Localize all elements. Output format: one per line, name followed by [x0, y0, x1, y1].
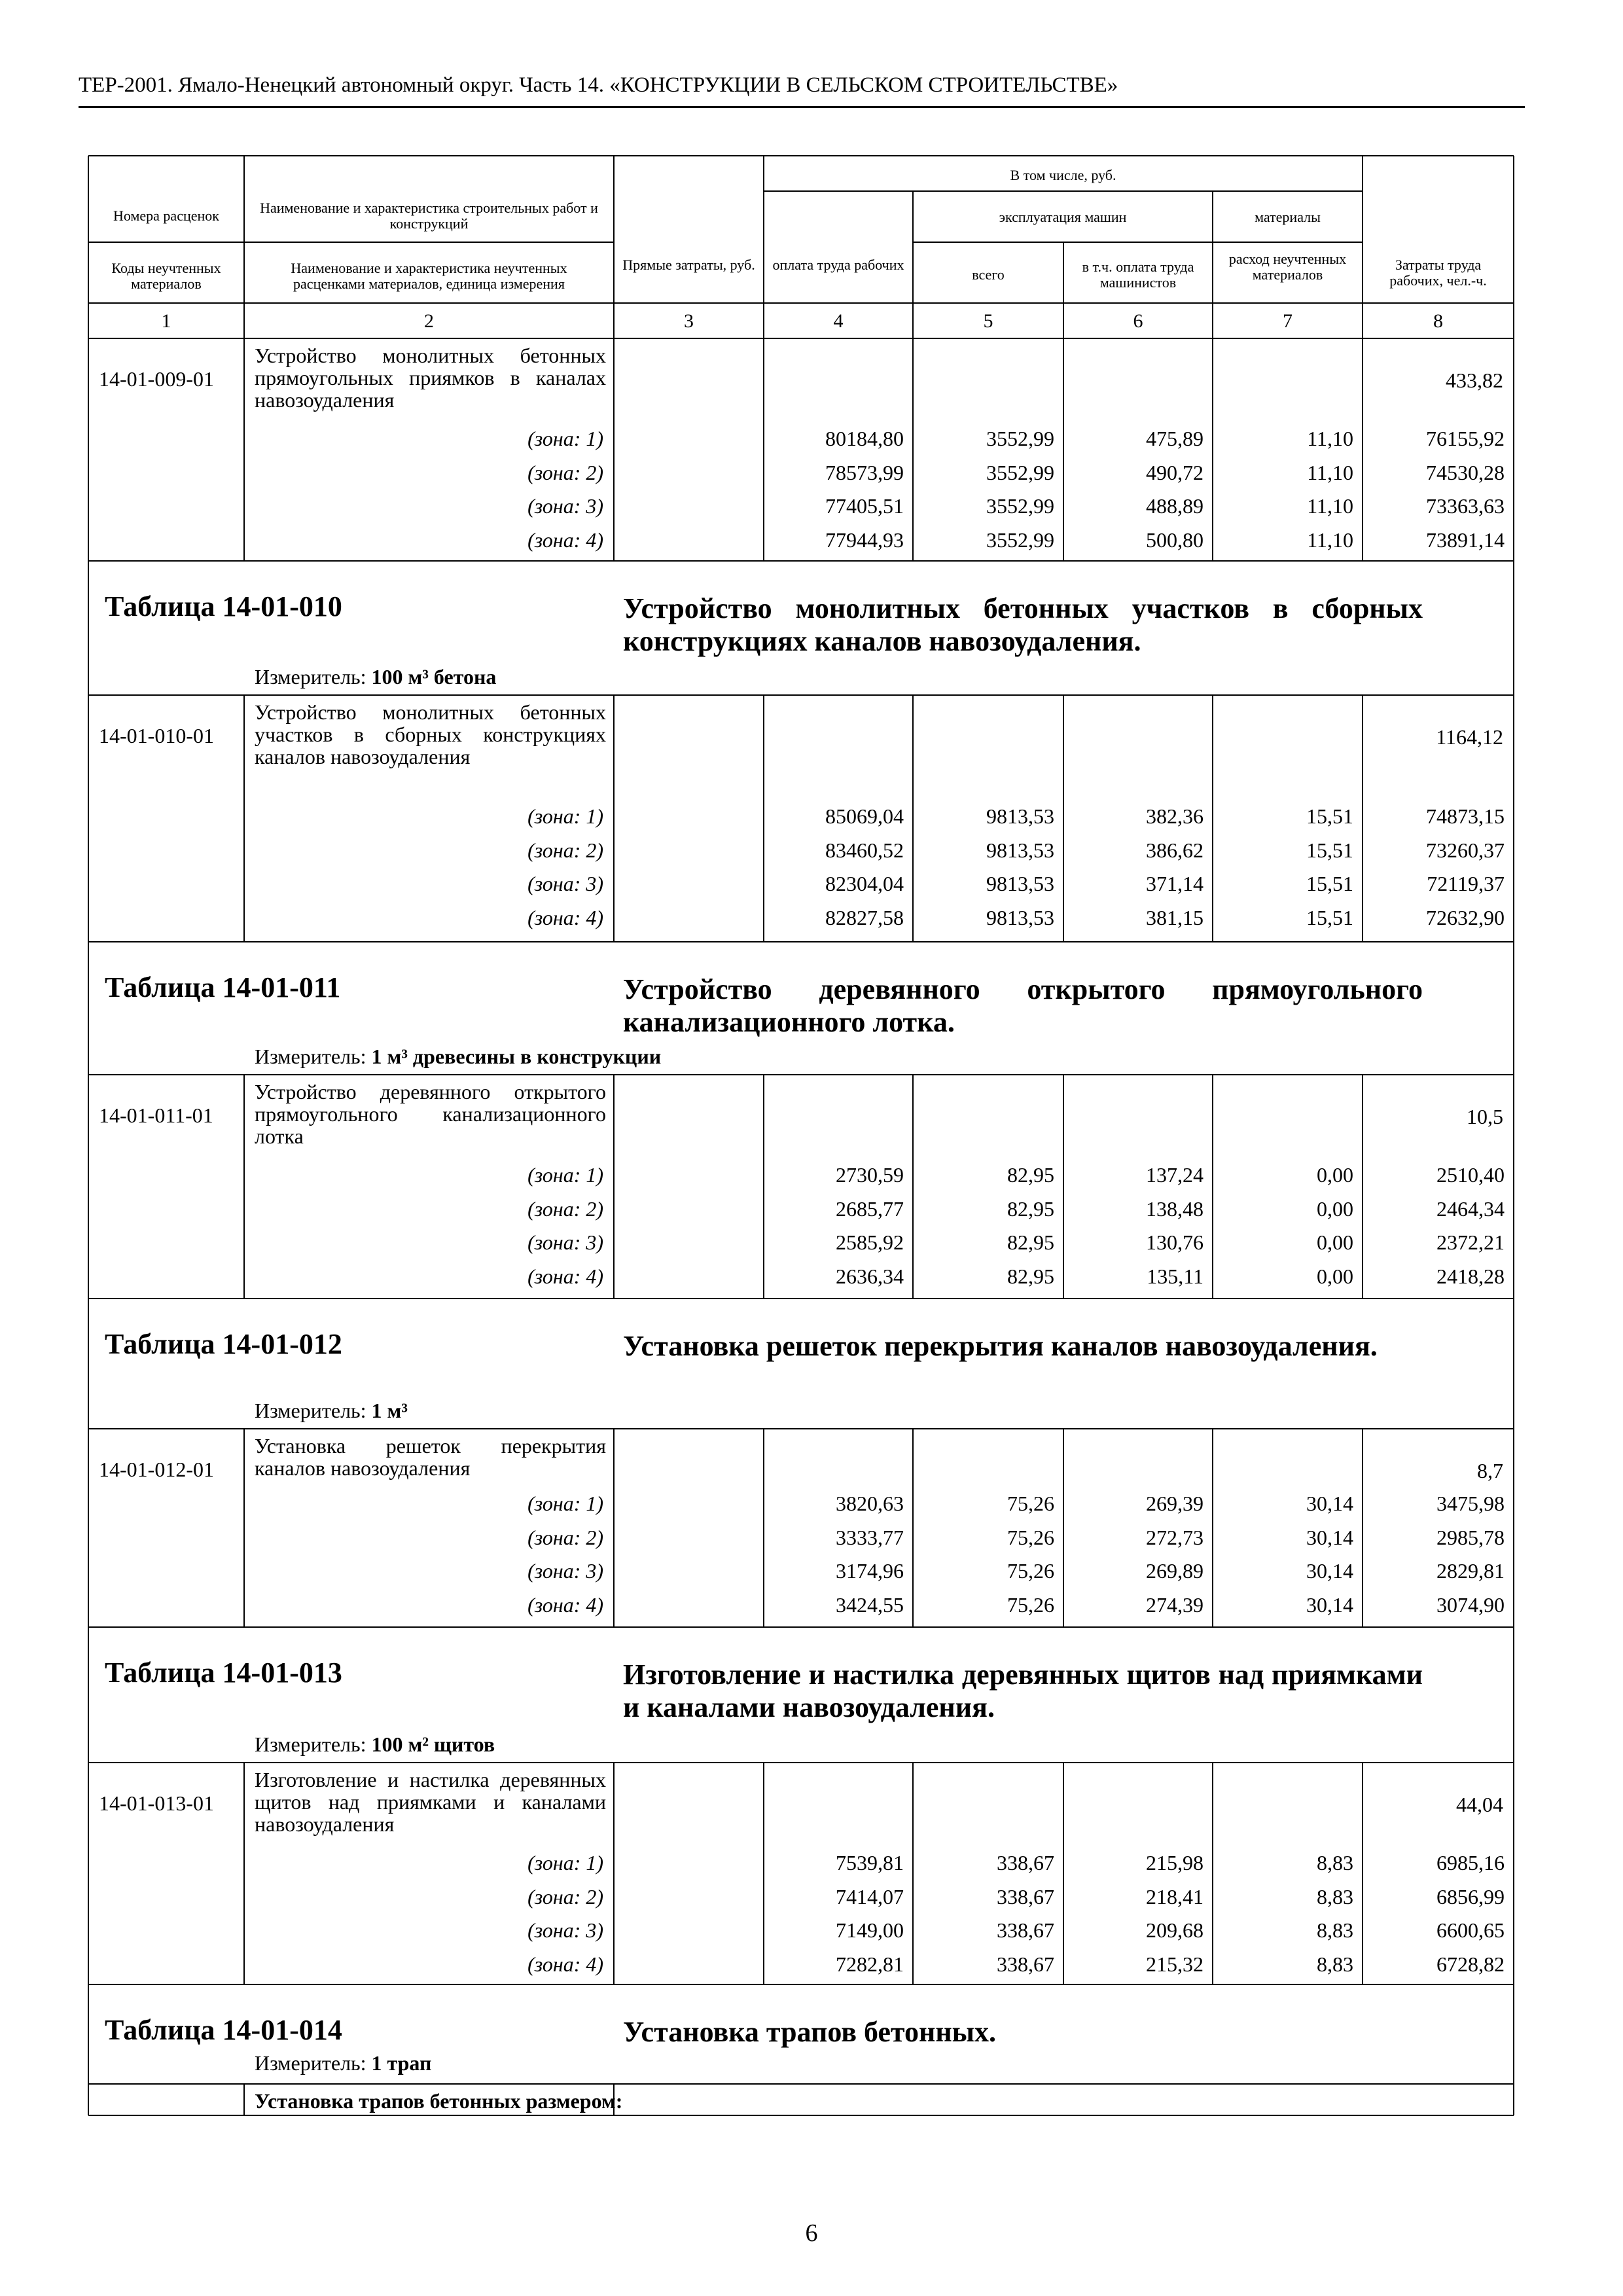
cell-operators: 15,51	[1306, 872, 1353, 895]
cell-materials: 73260,37	[1426, 838, 1505, 862]
zone-label: (зона: 2)	[527, 1196, 603, 1221]
zone-label: (зона: 4)	[527, 1264, 603, 1288]
cell-direct: 82304,04	[825, 872, 904, 895]
table-heading: Установка трапов бетонных.	[623, 2016, 997, 2048]
table-vertical-rule	[912, 1075, 914, 1299]
cell-materials: 2418,28	[1436, 1264, 1505, 1288]
cell-operators: 30,14	[1306, 1525, 1353, 1549]
cell-operators: 8,83	[1317, 1952, 1353, 1976]
cell-direct: 77405,51	[825, 494, 904, 518]
cell-direct: 78573,99	[825, 460, 904, 484]
cell-machines: 500,80	[1146, 528, 1204, 552]
cell-direct: 2636,34	[836, 1264, 904, 1288]
zone-label: (зона: 2)	[527, 1525, 603, 1549]
table-vertical-rule	[763, 1763, 764, 1984]
table-heading: Изготовление и настилка деревянных щитов над приямками и каналами навозоудаления.	[623, 1659, 1423, 1723]
cell-materials: 72119,37	[1427, 872, 1505, 895]
table-vertical-rule	[912, 695, 914, 942]
column-number: 3	[684, 310, 694, 332]
measure-prefix: Измеритель:	[255, 1399, 372, 1422]
zone-label: (зона: 4)	[527, 1592, 603, 1617]
labor-hours: 44,04	[1456, 1793, 1503, 1816]
table-vertical-rule	[1212, 1075, 1213, 1299]
labor-hours: 10,5	[1467, 1105, 1503, 1128]
section-bottom-rule	[88, 1984, 1514, 1985]
zone-label: (зона: 3)	[527, 1230, 603, 1254]
running-header: ТЕР-2001. Ямало-Ненецкий автономный округ. Часть 14. «КОНСТРУКЦИИ В СЕЛЬСКОМ СТРОИТЕЛЬСТВЕ»	[79, 73, 1118, 97]
measure-line	[255, 1734, 495, 1755]
measure-line	[255, 2053, 431, 2073]
table-vertical-rule	[243, 2084, 245, 2115]
table-vertical-rule	[613, 1763, 615, 1984]
cell-operators: 8,83	[1317, 1851, 1353, 1874]
measure-value: 100 м² щитов	[371, 1732, 495, 1756]
table-vertical-rule	[763, 338, 764, 561]
cell-direct: 2730,59	[836, 1163, 904, 1187]
measure-value: 1 м³ древесины в конструкции	[371, 1045, 662, 1068]
cell-direct: 3174,96	[836, 1559, 904, 1583]
page-number: 6	[805, 2219, 818, 2247]
table-title: Таблица 14-01-011	[105, 971, 341, 1003]
header-col2-top: Наименование и характеристика строительных работ и конструкций	[260, 200, 598, 232]
zone-label: (зона: 4)	[527, 1952, 603, 1976]
column-number: 5	[983, 310, 993, 332]
cell-machines: 382,36	[1146, 804, 1204, 828]
work-description: Устройство монолитных бетонных прямоугольных приямков в каналах навозоудаления	[255, 344, 606, 412]
zone-label: (зона: 4)	[527, 528, 603, 552]
table-vertical-rule	[1212, 1429, 1213, 1627]
cell-direct: 3820,63	[836, 1492, 904, 1515]
header-group-label: В том числе, руб.	[1010, 167, 1116, 183]
cell-direct: 77944,93	[825, 528, 904, 552]
table-vertical-rule	[1063, 1429, 1064, 1627]
section-bottom-rule	[88, 941, 1514, 942]
cell-direct: 7414,07	[836, 1884, 904, 1909]
cell-operators: 15,51	[1306, 905, 1353, 929]
section-bottom-rule	[88, 1626, 1514, 1628]
column-number: 8	[1433, 310, 1443, 332]
column-number: 2	[424, 310, 434, 332]
table-vertical-rule	[1362, 695, 1363, 942]
zone-label: (зона: 4)	[527, 905, 603, 929]
cell-direct: 7149,00	[836, 1918, 904, 1942]
cell-operators: 8,83	[1317, 1884, 1353, 1909]
zone-label: (зона: 3)	[527, 494, 603, 518]
table-vertical-rule	[243, 695, 245, 942]
cell-machines: 218,41	[1146, 1884, 1204, 1909]
table-top-border	[88, 155, 1514, 156]
table-title-bottom-rule	[88, 1074, 1514, 1075]
cell-operators: 15,51	[1306, 804, 1353, 828]
cell-materials: 74530,28	[1426, 460, 1505, 484]
table-vertical-rule	[912, 1429, 914, 1627]
table-horizontal-rule	[88, 338, 1514, 339]
column-number: 1	[161, 310, 171, 332]
table-heading: Устройство монолитных бетонных участков в сборных конструкциях каналов навозоудаления.	[623, 592, 1423, 657]
cell-operators: 0,00	[1317, 1196, 1353, 1221]
cell-direct: 82827,58	[825, 905, 904, 929]
table-vertical-rule	[912, 338, 914, 561]
subheading: Установка трапов бетонных размером:	[255, 2089, 623, 2113]
header-materials-label: материалы	[1255, 209, 1321, 225]
table-horizontal-rule	[88, 302, 1514, 304]
table-vertical-rule	[613, 1429, 615, 1627]
cell-labor: 75,26	[1007, 1559, 1054, 1583]
section-bottom-rule	[88, 1298, 1514, 1299]
cell-materials: 2829,81	[1436, 1559, 1505, 1583]
table-vertical-rule	[1063, 338, 1064, 561]
cell-labor: 75,26	[1007, 1492, 1054, 1515]
cell-direct: 2585,92	[836, 1230, 904, 1254]
cell-operators: 30,14	[1306, 1492, 1353, 1515]
measure-prefix: Измеритель:	[255, 1732, 372, 1756]
zone-label: (зона: 2)	[527, 838, 603, 862]
work-description: Установка решеток перекрытия каналов навозоудаления	[255, 1434, 606, 1480]
cell-labor: 338,67	[997, 1851, 1054, 1874]
table-title: Таблица 14-01-014	[105, 2014, 342, 2046]
cell-direct: 3424,55	[836, 1592, 904, 1617]
header-col5: всего	[972, 266, 1005, 283]
cell-direct: 3333,77	[836, 1525, 904, 1549]
table-vertical-rule	[1063, 695, 1064, 942]
cell-machines: 209,68	[1146, 1918, 1204, 1942]
cell-operators: 30,14	[1306, 1592, 1353, 1617]
cell-labor: 75,26	[1007, 1525, 1054, 1549]
cell-direct: 80184,80	[825, 427, 904, 450]
header-col1-top: Номера расценок	[113, 207, 219, 224]
cell-direct: 83460,52	[825, 838, 904, 862]
cell-labor: 82,95	[1007, 1264, 1054, 1288]
cell-operators: 15,51	[1306, 838, 1353, 862]
table-vertical-rule	[613, 1075, 615, 1299]
cell-labor: 338,67	[997, 1952, 1054, 1976]
cell-machines: 215,98	[1146, 1851, 1204, 1874]
cell-materials: 6985,16	[1436, 1851, 1505, 1874]
cell-labor: 9813,53	[986, 905, 1054, 929]
cell-materials: 6600,65	[1436, 1918, 1505, 1942]
header-col6: в т.ч. оплата труда машинистов	[1082, 259, 1194, 291]
cell-materials: 76155,92	[1426, 427, 1505, 450]
zone-label: (зона: 2)	[527, 460, 603, 484]
cell-machines: 274,39	[1146, 1592, 1204, 1617]
zone-label: (зона: 3)	[527, 872, 603, 895]
cell-materials: 3074,90	[1436, 1592, 1505, 1617]
cell-direct: 2685,77	[836, 1196, 904, 1221]
cell-materials: 73891,14	[1426, 528, 1505, 552]
column-number: 6	[1133, 310, 1143, 332]
table-heading: Устройство деревянного открытого прямоугольного канализационного лотка.	[623, 973, 1423, 1038]
table-title: Таблица 14-01-010	[105, 590, 342, 622]
zone-label: (зона: 1)	[527, 427, 603, 450]
table-vertical-rule	[1362, 1429, 1363, 1627]
table-vertical-rule	[1212, 338, 1213, 561]
work-description: Изготовление и настилка деревянных щитов над приямками и каналами навозоудаления	[255, 1768, 606, 1836]
table-vertical-rule	[613, 338, 615, 561]
table-heading: Установка решеток перекрытия каналов навозоудаления.	[623, 1330, 1378, 1362]
measure-value: 1 м³	[371, 1399, 408, 1422]
cell-direct: 7282,81	[836, 1952, 904, 1976]
rate-code: 14-01-011-01	[99, 1103, 213, 1127]
measure-prefix: Измеритель:	[255, 2051, 372, 2075]
cell-labor: 338,67	[997, 1918, 1054, 1942]
table-title-bottom-rule	[88, 694, 1514, 696]
cell-machines: 381,15	[1146, 905, 1204, 929]
cell-machines: 215,32	[1146, 1952, 1204, 1976]
zone-label: (зона: 3)	[527, 1918, 603, 1942]
measure-line	[255, 1400, 408, 1421]
measure-prefix: Измеритель:	[255, 1045, 372, 1068]
header-machines-label: эксплуатация машин	[999, 209, 1127, 225]
cell-labor: 82,95	[1007, 1196, 1054, 1221]
table-title-bottom-rule	[88, 1762, 1514, 1763]
table-vertical-rule	[243, 338, 245, 561]
table-bottom-border	[88, 2115, 1514, 2116]
cell-materials: 74873,15	[1426, 804, 1505, 828]
table-vertical-rule	[763, 1075, 764, 1299]
work-description: Устройство монолитных бетонных участков в сборных конструкциях каналов навозоудаления	[255, 700, 606, 768]
cell-operators: 11,10	[1307, 427, 1353, 450]
cell-machines: 269,89	[1146, 1559, 1204, 1583]
cell-labor: 82,95	[1007, 1163, 1054, 1187]
cell-machines: 386,62	[1146, 838, 1204, 862]
measure-line	[255, 666, 496, 687]
table-vertical-rule	[1063, 1075, 1064, 1299]
cell-machines: 269,39	[1146, 1492, 1204, 1515]
table-horizontal-rule	[764, 190, 1363, 192]
header-col2-bottom: Наименование и характеристика неучтенных расценками материалов, единица измерения	[291, 260, 567, 293]
cell-materials: 3475,98	[1436, 1492, 1505, 1515]
cell-machines: 475,89	[1146, 427, 1204, 450]
cell-operators: 11,10	[1307, 460, 1353, 484]
table-title: Таблица 14-01-012	[105, 1328, 342, 1360]
cell-operators: 0,00	[1317, 1264, 1353, 1288]
header-rule	[79, 106, 1525, 108]
table-horizontal-rule	[913, 242, 1363, 243]
cell-direct: 85069,04	[825, 804, 904, 828]
header-col4: оплата труда рабочих	[772, 257, 904, 273]
rate-code: 14-01-010-01	[99, 724, 214, 747]
table-vertical-rule	[243, 1075, 245, 1299]
table-title: Таблица 14-01-013	[105, 1657, 342, 1689]
cell-direct: 7539,81	[836, 1851, 904, 1874]
cell-operators: 30,14	[1306, 1559, 1353, 1583]
labor-hours: 1164,12	[1436, 725, 1503, 749]
table-vertical-rule	[243, 1429, 245, 1627]
labor-hours: 8,7	[1477, 1459, 1503, 1482]
cell-materials: 2464,34	[1436, 1196, 1505, 1221]
cell-materials: 73363,63	[1426, 494, 1505, 518]
table-vertical-rule	[1362, 338, 1363, 561]
table-vertical-rule	[1362, 1075, 1363, 1299]
cell-labor: 3552,99	[986, 528, 1054, 552]
cell-materials: 2372,21	[1436, 1230, 1505, 1254]
cell-materials: 6728,82	[1436, 1952, 1505, 1976]
zone-label: (зона: 1)	[527, 1163, 603, 1187]
table-vertical-rule	[243, 1763, 245, 1984]
cell-labor: 82,95	[1007, 1230, 1054, 1254]
table-vertical-rule	[1362, 1763, 1363, 1984]
table-title-bottom-rule	[88, 1428, 1514, 1429]
cell-machines: 135,11	[1147, 1264, 1204, 1288]
column-number: 7	[1283, 310, 1293, 332]
header-col8: Затраты труда рабочих, чел.-ч.	[1389, 257, 1487, 289]
zone-label: (зона: 3)	[527, 1559, 603, 1583]
rate-code: 14-01-013-01	[99, 1791, 214, 1815]
cell-machines: 371,14	[1146, 872, 1204, 895]
cell-machines: 490,72	[1146, 460, 1204, 484]
cell-materials: 72632,90	[1426, 905, 1505, 929]
table-vertical-rule	[1063, 1763, 1064, 1984]
header-col3: Прямые затраты, руб.	[622, 257, 755, 273]
cell-labor: 3552,99	[986, 494, 1054, 518]
cell-labor: 75,26	[1007, 1592, 1054, 1617]
measure-line	[255, 1046, 661, 1067]
table-vertical-rule	[1212, 695, 1213, 942]
zone-label: (зона: 1)	[527, 804, 603, 828]
header-col1-bottom: Коды неучтенных материалов	[111, 260, 221, 293]
cell-labor: 338,67	[997, 1884, 1054, 1909]
table-vertical-rule	[613, 695, 615, 942]
cell-machines: 488,89	[1146, 494, 1204, 518]
section-bottom-rule	[88, 560, 1514, 562]
cell-labor: 9813,53	[986, 838, 1054, 862]
measure-value: 1 трап	[371, 2051, 432, 2075]
table-vertical-rule	[763, 695, 764, 942]
cell-machines: 137,24	[1146, 1163, 1204, 1187]
cell-labor: 3552,99	[986, 427, 1054, 450]
header-col7: расход неучтенных материалов	[1228, 251, 1347, 283]
column-number: 4	[833, 310, 844, 332]
rate-code: 14-01-009-01	[99, 367, 214, 391]
cell-machines: 272,73	[1146, 1525, 1204, 1549]
zone-label: (зона: 1)	[527, 1492, 603, 1515]
cell-labor: 3552,99	[986, 460, 1054, 484]
labor-hours: 433,82	[1446, 368, 1503, 392]
measure-prefix: Измеритель:	[255, 665, 372, 689]
cell-materials: 2510,40	[1436, 1163, 1505, 1187]
cell-machines: 130,76	[1146, 1230, 1204, 1254]
final-table-rule	[88, 2083, 1514, 2085]
cell-operators: 11,10	[1307, 528, 1353, 552]
cell-operators: 11,10	[1307, 494, 1353, 518]
cell-materials: 2985,78	[1436, 1525, 1505, 1549]
measure-value: 100 м³ бетона	[371, 665, 497, 689]
table-vertical-rule	[1212, 1763, 1213, 1984]
rate-code: 14-01-012-01	[99, 1458, 214, 1481]
cell-operators: 0,00	[1317, 1230, 1353, 1254]
table-left-border	[88, 156, 89, 2115]
cell-operators: 0,00	[1317, 1163, 1353, 1187]
zone-label: (зона: 2)	[527, 1884, 603, 1909]
table-vertical-rule	[763, 1429, 764, 1627]
table-vertical-rule	[912, 1763, 914, 1984]
cell-materials: 6856,99	[1436, 1884, 1505, 1909]
zone-label: (зона: 1)	[527, 1851, 603, 1874]
cell-machines: 138,48	[1146, 1196, 1204, 1221]
table-right-border	[1513, 156, 1514, 2115]
work-description: Устройство деревянного открытого прямоугольного канализационного лотка	[255, 1080, 606, 1148]
cell-labor: 9813,53	[986, 872, 1054, 895]
table-horizontal-rule	[88, 242, 614, 243]
cell-labor: 9813,53	[986, 804, 1054, 828]
cell-operators: 8,83	[1317, 1918, 1353, 1942]
